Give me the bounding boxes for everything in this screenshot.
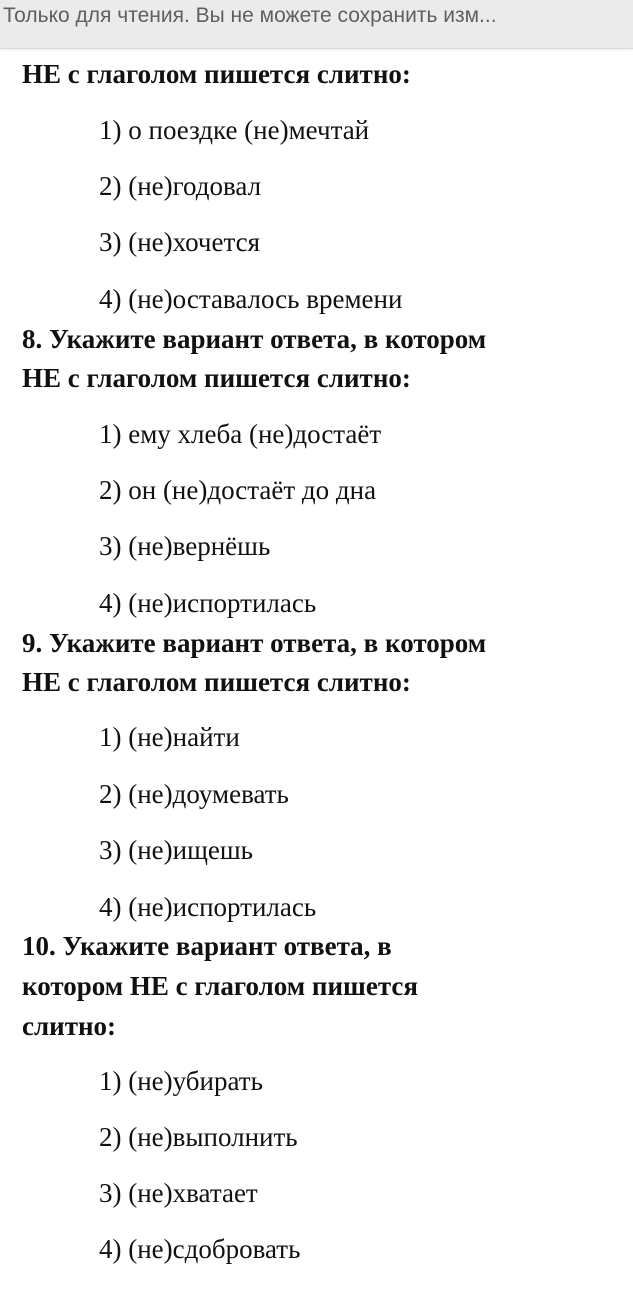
question-10-heading-line-2: котором НЕ с глаголом пишется [22,971,419,1001]
question-8-option-3: 3) (не)вернёшь [99,531,271,561]
question-7-option-3: 3) (не)хочется [99,227,261,257]
question-10-heading-line-1: 10. Укажите вариант ответа, в [22,931,392,961]
question-8-heading-line-2: НЕ с глаголом пишется слитно: [22,363,411,393]
question-7-option-4: 4) (не)оставалось времени [99,284,403,314]
question-10-heading-line-3: слитно: [22,1011,116,1041]
question-9-heading-line-2: НЕ с глаголом пишется слитно: [22,667,411,697]
question-8-option-2: 2) он (не)достаёт до дна [99,475,377,505]
question-8-heading-line-1: 8. Укажите вариант ответа, в котором [22,324,487,354]
question-9-option-2: 2) (не)доумевать [99,779,289,809]
question-8-option-4: 4) (не)испортилась [99,588,317,618]
question-7-option-1: 1) о поездке (не)мечтай [99,115,370,145]
read-only-banner [0,0,633,49]
question-10-option-4: 4) (не)сдобровать [99,1234,301,1264]
question-7-heading-line-2: НЕ с глаголом пишется слитно: [22,59,411,89]
question-9-option-3: 3) (не)ищешь [99,835,253,865]
question-9-heading-line-1: 9. Укажите вариант ответа, в котором [22,628,487,658]
read-only-banner-text: Только для чтения. Вы не можете сохранить изм... [3,4,497,27]
question-10-option-1: 1) (не)убирать [99,1066,263,1096]
question-9-option-1: 1) (не)найти [99,722,240,752]
question-9-option-4: 4) (не)испортилась [99,892,317,922]
question-7-option-2: 2) (не)годовал [99,171,262,201]
question-10-option-2: 2) (не)выполнить [99,1122,298,1152]
question-10-option-3: 3) (не)хватает [99,1178,258,1208]
question-8-option-1: 1) ему хлеба (не)достаёт [99,419,382,449]
